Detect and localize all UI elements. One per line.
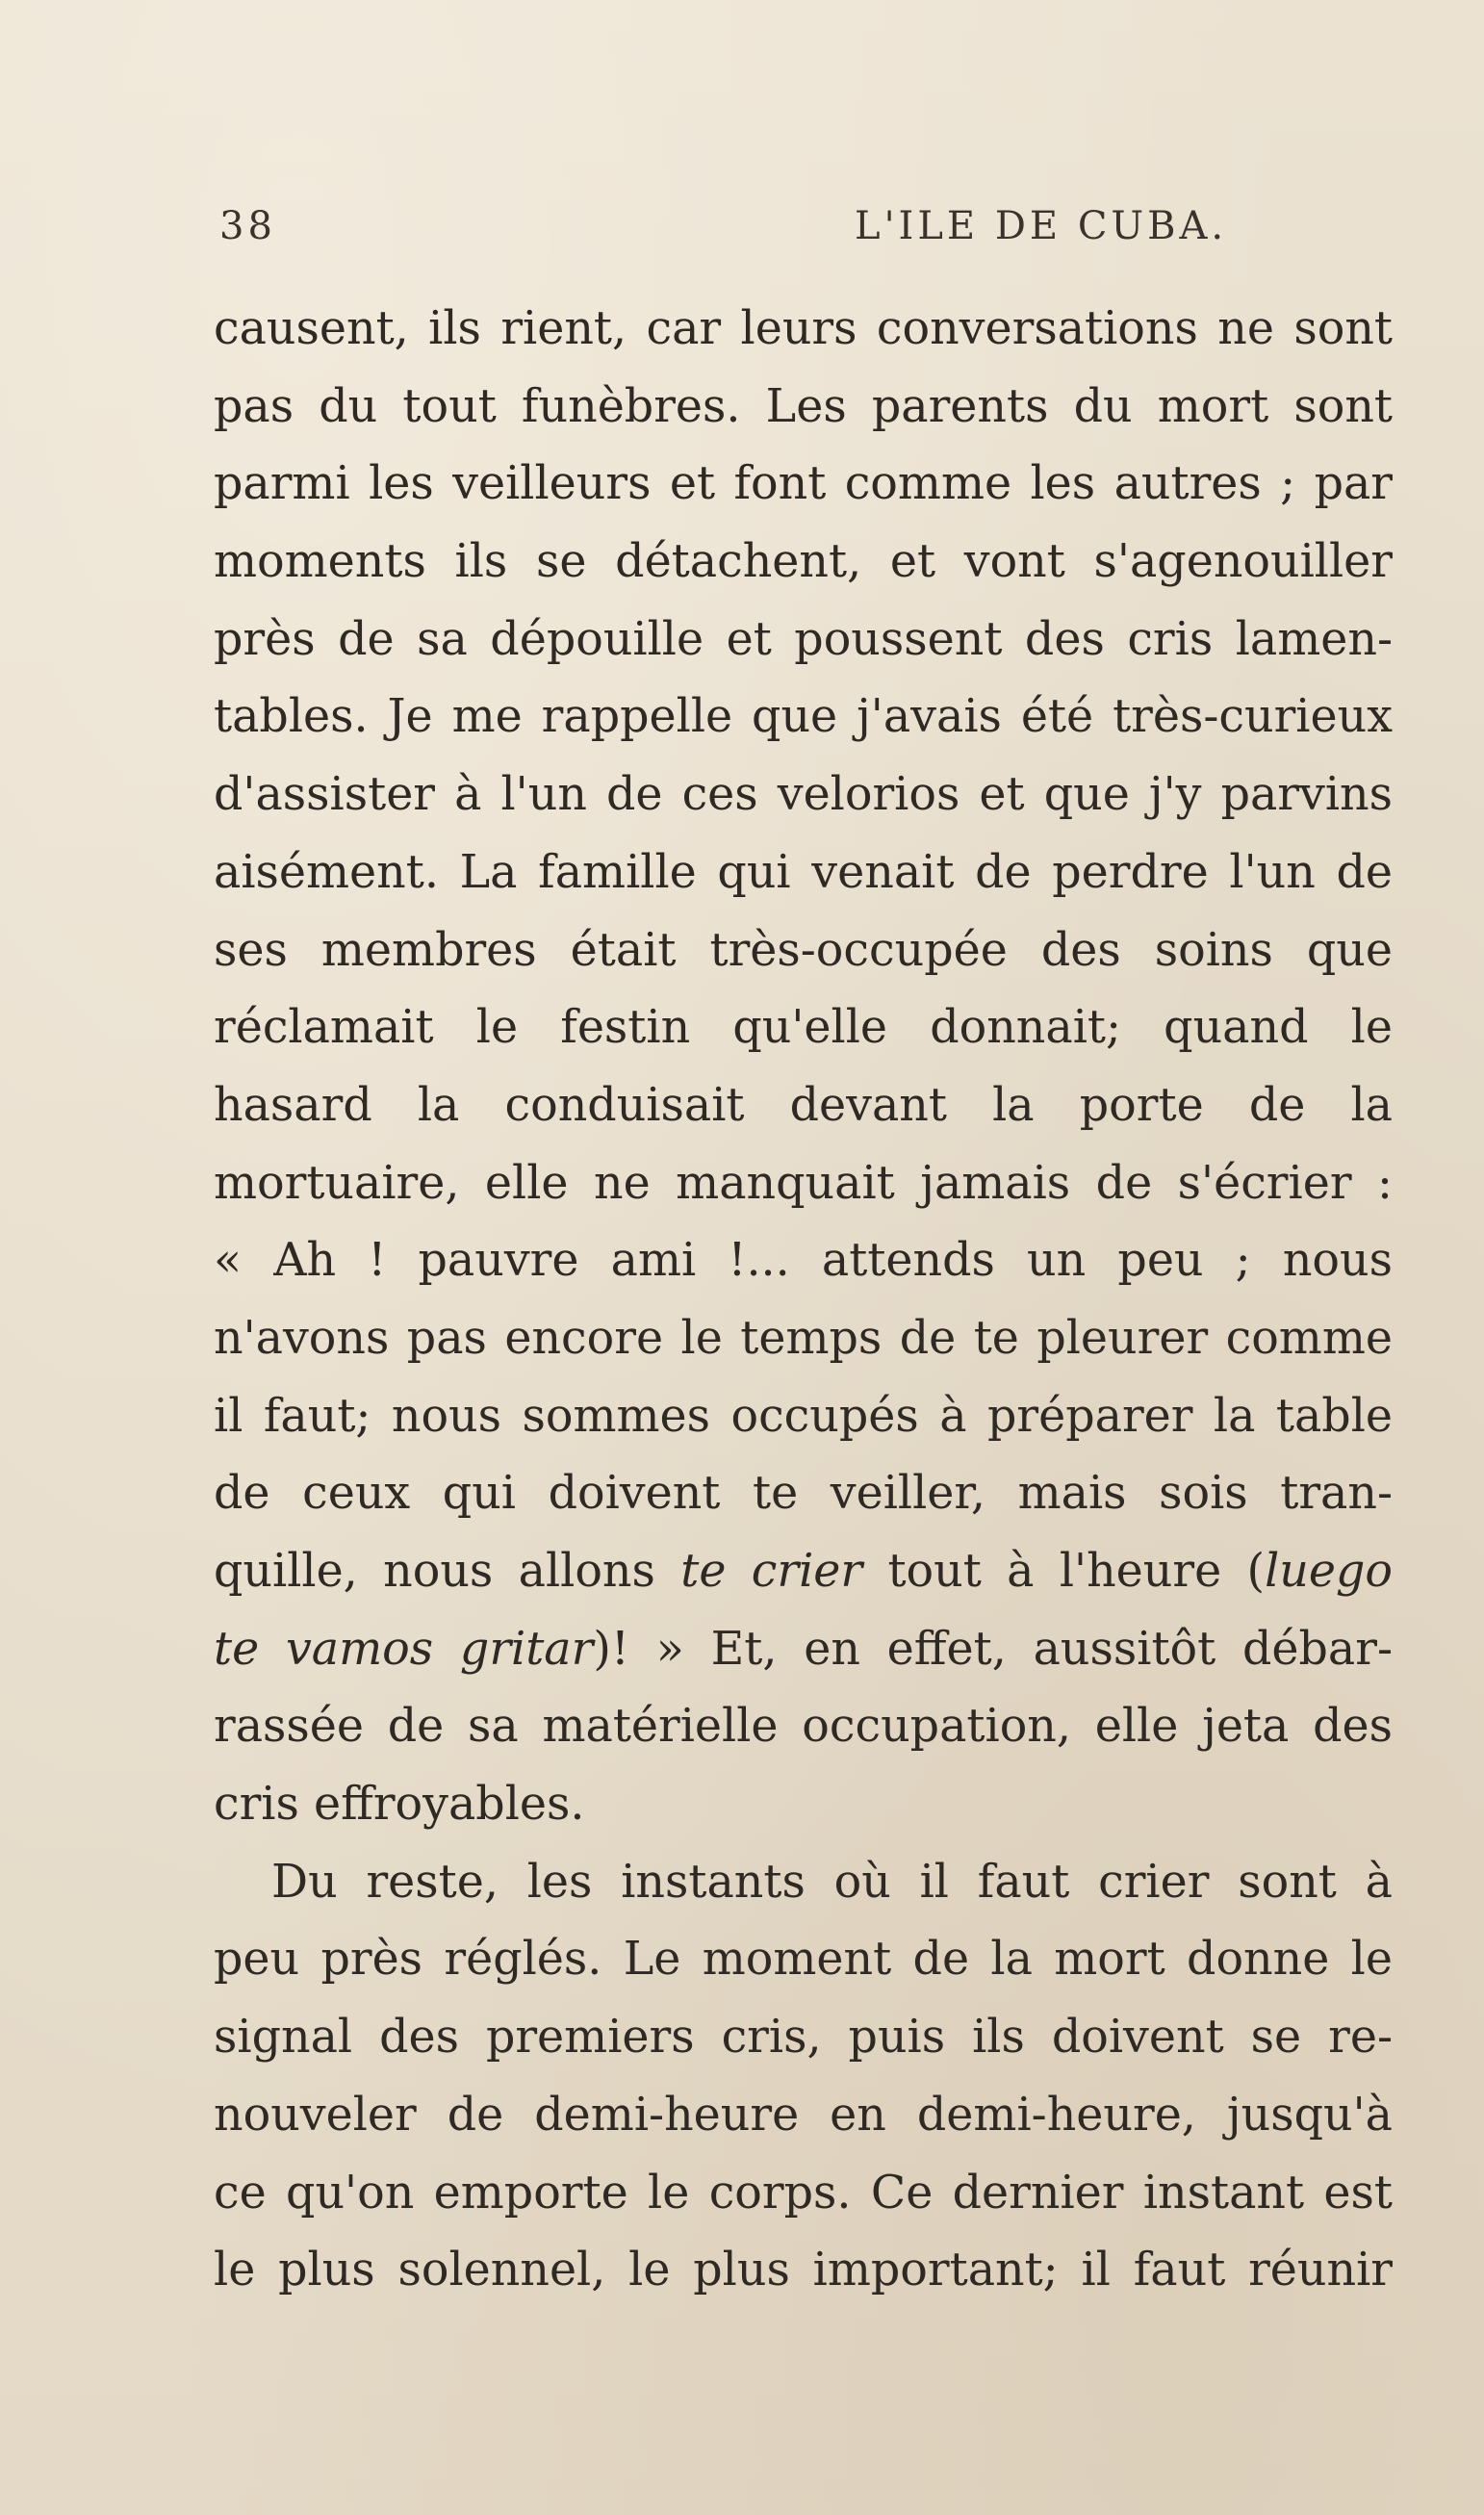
- text-line: parmi les veilleurs et font comme les autres ; par: [214, 457, 1393, 511]
- text-line: réclamait le festin qu'elle donnait; quand le: [214, 1001, 1393, 1055]
- text-line: n'avons pas encore le temps de te pleurer comme: [214, 1311, 1393, 1365]
- italic-phrase: luego: [1265, 1545, 1393, 1598]
- text-line: d'assister à l'un de ces velorios et que j'y parvins: [214, 768, 1393, 822]
- text-line: mortuaire, elle ne manquait jamais de s'écrier :: [214, 1156, 1393, 1210]
- text-line: de ceux qui doivent te veiller, mais sois tran-: [214, 1467, 1393, 1521]
- text-line: ses membres était très-occupée des soins que: [214, 923, 1393, 977]
- text-line: rassée de sa matérielle occupation, elle jeta des: [214, 1700, 1393, 1754]
- text-line: Du reste, les instants où il faut crier sont à: [271, 1855, 1393, 1909]
- text-line: nouveler de demi-heure en demi-heure, jusqu'à: [214, 2088, 1393, 2142]
- text-line: causent, ils rient, car leurs conversations ne sont: [214, 302, 1393, 355]
- text-line: peu près réglés. Le moment de la mort donne le: [214, 1933, 1393, 1987]
- text-line-with-italics: te vamos gritar)! » Et, en effet, aussitôt débar-: [214, 1622, 1393, 1676]
- italic-phrase: te crier: [680, 1545, 863, 1598]
- text-line: près de sa dépouille et poussent des cris lamen-: [214, 612, 1393, 666]
- text-line: hasard la conduisait devant la porte de la: [214, 1078, 1393, 1132]
- text-line: moments ils se détachent, et vont s'agenouiller: [214, 535, 1393, 589]
- body-text: [214, 291, 1393, 2310]
- page-header: [219, 204, 1389, 262]
- text-line: il faut; nous sommes occupés à préparer la table: [214, 1389, 1393, 1443]
- text-line: ce qu'on emporte le corps. Ce dernier instant est: [214, 2166, 1393, 2220]
- text-line: signal des premiers cris, puis ils doivent se re-: [214, 2011, 1393, 2065]
- italic-phrase: te vamos gritar: [214, 1622, 594, 1676]
- text-line-with-italics: quille, nous allons te crier tout à l'heure (luego: [214, 1545, 1393, 1598]
- running-title: L'ILE DE CUBA.: [855, 204, 1228, 248]
- text-line: « Ah ! pauvre ami !... attends un peu ; nous: [214, 1234, 1393, 1288]
- page-number: 38: [219, 204, 276, 248]
- text-line: tables. Je me rappelle que j'avais été très-curieux: [214, 690, 1393, 744]
- text-line: pas du tout funèbres. Les parents du mort sont: [214, 379, 1393, 433]
- text-line: cris effroyables.: [214, 1778, 585, 1832]
- text-line: le plus solennel, le plus important; il faut réunir: [214, 2244, 1393, 2297]
- text-line: aisément. La famille qui venait de perdre l'un de: [214, 845, 1393, 899]
